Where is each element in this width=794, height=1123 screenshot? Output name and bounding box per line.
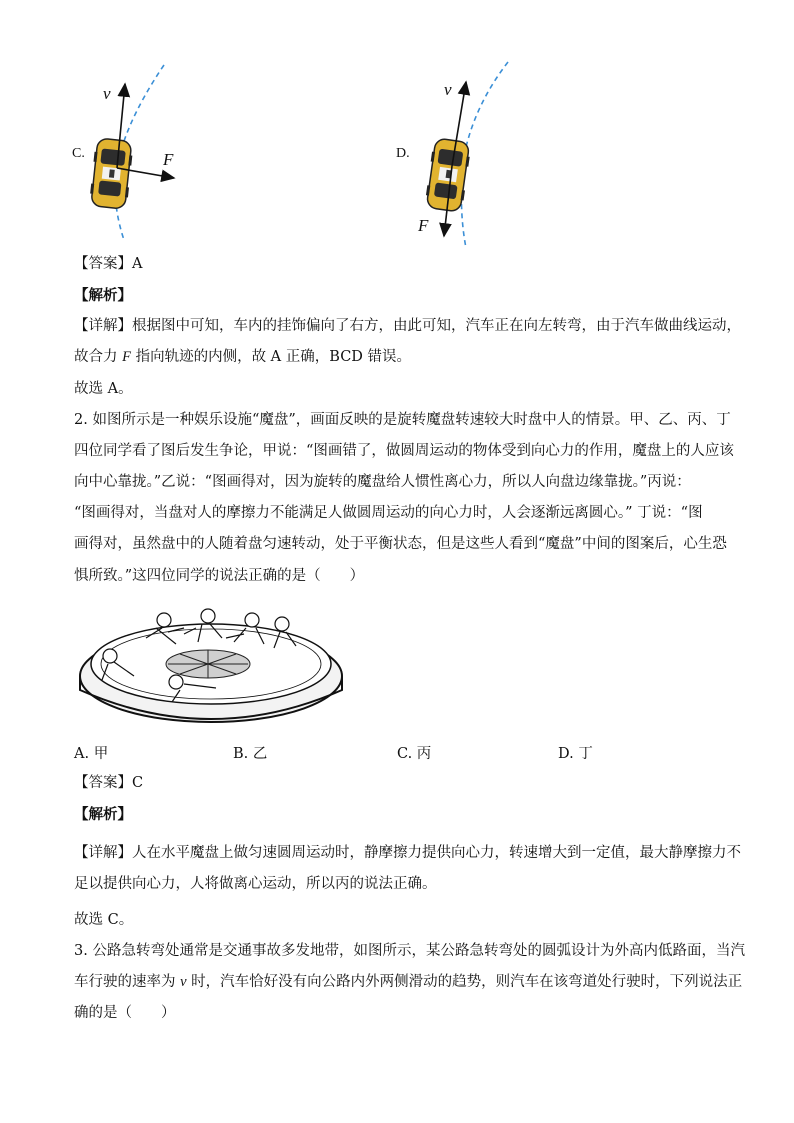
magic-disk-illustration	[76, 598, 346, 728]
q2-choose: 故选 C。	[74, 912, 134, 928]
q1-answer: 【答案】A	[74, 256, 143, 272]
figure-c-label: C.	[72, 146, 85, 161]
q2-stem-line-1: 2. 如图所示是一种娱乐设施“魔盘”，画面反映的是旋转魔盘转速较大时盘中人的情景。甲、乙、丙、丁	[74, 412, 731, 428]
q1-detail-force-var: F	[122, 349, 131, 365]
q2-stem-line-6: 惧所致。”这四位同学的说法正确的是（ ）	[74, 568, 365, 584]
velocity-label: v	[103, 84, 111, 103]
q1-detail-line-2-pre: 故合力	[74, 349, 123, 365]
q2-answer: 【答案】C	[74, 775, 144, 791]
q2-stem-line-5: 画得对，虽然盘中的人随着盘匀速转动，处于平衡状态，但是这些人看到“魔盘”中间的图案后，心生恐	[74, 536, 727, 552]
q3-stem-line-2-post: 时，汽车恰好没有向公路内外两侧滑动的趋势，则汽车在该弯道处行驶时，下列说法正	[186, 974, 743, 990]
q2-option-d: D. 丁	[558, 746, 593, 762]
q2-analysis-label: 【解析】	[74, 806, 132, 823]
q2-stem-line-2: 四位同学看了图后发生争论，甲说：“图画错了，做圆周运动的物体受到向心力的作用，魔盘上的人应该	[74, 443, 734, 459]
figure-c	[60, 60, 260, 245]
q1-analysis-label: 【解析】	[74, 287, 132, 304]
car-icon	[89, 138, 134, 210]
q1-detail-line-2	[74, 347, 411, 367]
force-label: F	[418, 216, 429, 235]
force-label: F	[163, 150, 174, 169]
q2-option-c: C. 丙	[397, 746, 432, 762]
q3-stem-line-2	[74, 972, 742, 992]
figure-d-diagram	[384, 56, 584, 251]
q3-stem-line-2-pre: 车行驶的速率为	[74, 974, 181, 990]
q1-detail-line-1: 【详解】根据图中可知，车内的挂饰偏向了右方，由此可知，汽车正在向左转弯，由于汽车做曲线运动，	[74, 318, 741, 334]
figure-d-label: D.	[396, 146, 410, 161]
figure-c-diagram	[60, 60, 260, 245]
q2-stem-line-3: 向中心靠拢。”乙说：“图画得对，因为旋转的魔盘给人惯性离心力，所以人向盘边缘靠拢。”丙说：	[74, 474, 691, 490]
q3-stem-line-1: 3. 公路急转弯处通常是交通事故多发地带，如图所示，某公路急转弯处的圆弧设计为外高内低路面，当汽	[74, 943, 745, 959]
q2-option-a: A. 甲	[74, 746, 109, 762]
q2-detail-line-1: 【详解】人在水平魔盘上做匀速圆周运动时，静摩擦力提供向心力，转速增大到一定值，最大静摩擦力不	[74, 845, 741, 861]
q2-option-b: B. 乙	[233, 746, 268, 762]
q2-stem-line-4: “图画得对，当盘对人的摩擦力不能满足人做圆周运动的向心力时，人会逐渐远离圆心。” 丁说：“图	[74, 505, 703, 521]
q3-speed-var: v	[180, 974, 187, 990]
q2-detail-line-2: 足以提供向心力，人将做离心运动，所以丙的说法正确。	[74, 876, 437, 892]
q1-choose: 故选 A。	[74, 381, 133, 397]
q1-detail-line-2-post: 指向轨迹的内侧，故 A 正确，BCD 错误。	[130, 349, 412, 365]
q3-stem-line-3: 确的是（ ）	[74, 1005, 176, 1021]
velocity-label: v	[444, 80, 452, 99]
figure-d	[384, 56, 584, 251]
disk-center-pattern	[166, 650, 250, 678]
